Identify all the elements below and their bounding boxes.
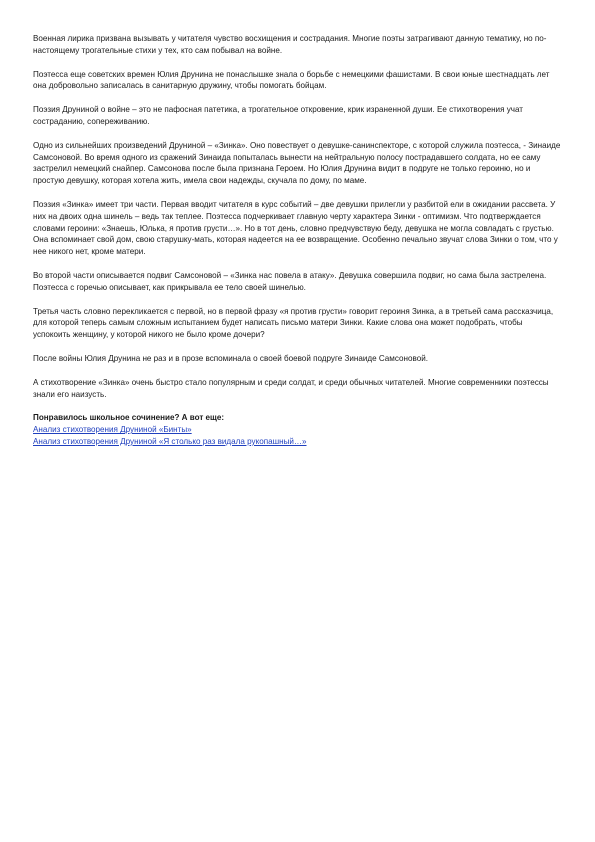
paragraph-zinka-summary: Одно из сильнейших произведений Друниной – «Зинка». Оно повествует о девушке-санинспекторе, с которой служила поэтесса, - Зинаиде Самсоновой. Во время одного из сражений Зинаида попыталась вынести на нейтральную полосу пострадавшего солдата, но ее саму застрелил немецкий снайпер. Самсонова после была признана Героем. Но Юлия Друнина видит в подруге не только героиню, но и простую девушку, которая хотела жить, имела свои надежды, скучала по дому, по маме. xyxy=(33,140,561,186)
paragraph-part-one: Поэзия «Зинка» имеет три части. Первая вводит читателя в курс событий – две девушки прилегли у разбитой ели в ожидании рассвета. У них на двоих одна шинель – ведь так теплее. Поэтесса подчеркивает главную черту характера Зинки - оптимизм. Что подтверждается словами героини: «Знаешь, Юлька, я против грусти…». Но в тот день, словно предчувствую беду, девушка не могла совладать с грустью. Она вспоминает свой дом, свою старушку-мать, которая надеется на ее возвращение. Особенно печально звучат слова Зинки о том, что у нее никого нет, кроме матери. xyxy=(33,199,558,257)
paragraph-biography: Поэтесса еще советских времен Юлия Друнина не понаслышке знала о борьбе с немецкими фашистами. В свои юные шестнадцать лет она добровольно записалась в санитарную дружину, чтобы помогать бойцам. xyxy=(33,69,550,91)
paragraph-part-two: Во второй части описывается подвиг Самсоновой – «Зинка нас повела в атаку». Девушка совершила подвиг, но сама была застрелена. Поэтесса с горечью описывает, как прикрывала ее тело своей шинелью. xyxy=(33,270,547,292)
link-analysis-rukopashny[interactable]: Анализ стихотворения Друниной «Я столько раз видала рукопашный…» xyxy=(33,436,307,446)
more-essays-section xyxy=(33,412,561,447)
paragraph-intro: Военная лирика призвана вызывать у читателя чувство восхищения и сострадания. Многие поэты затрагивают данную тематику, но по-настоящему трогательные стихи у тех, кто сам побывал на войне. xyxy=(33,34,547,55)
paragraph-after-war: После войны Юлия Друнина не раз и в прозе вспоминала о своей боевой подруге Зинаиде Самсоновой. xyxy=(33,353,428,363)
paragraph-popularity: А стихотворение «Зинка» очень быстро стало популярным и среди солдат, и среди обычных читателей. Многие современники поэтессы знали его наизусть. xyxy=(33,377,549,399)
link-analysis-binty[interactable]: Анализ стихотворения Друниной «Бинты» xyxy=(33,425,192,435)
paragraph-part-three: Третья часть словно перекликается с первой, но в первой фразу «я против грусти» говорит героиня Зинка, а в третьей сама рассказчица, для которой теперь самым сложным испытанием будет написать письмо матери Зинки. Какие слова она может подобрать, чтобы успокоить женщину, у которой никого не было кроме дочери? xyxy=(33,306,554,340)
document-page xyxy=(33,33,561,448)
paragraph-poetry-character: Поэзия Друниной о войне – это не пафосная патетика, а трогательное откровение, крик израненной души. Ее стихотворения учат состраданию, сопереживанию. xyxy=(33,105,524,126)
more-essays-title: Понравилось школьное сочинение? А вот еще: xyxy=(33,413,225,423)
